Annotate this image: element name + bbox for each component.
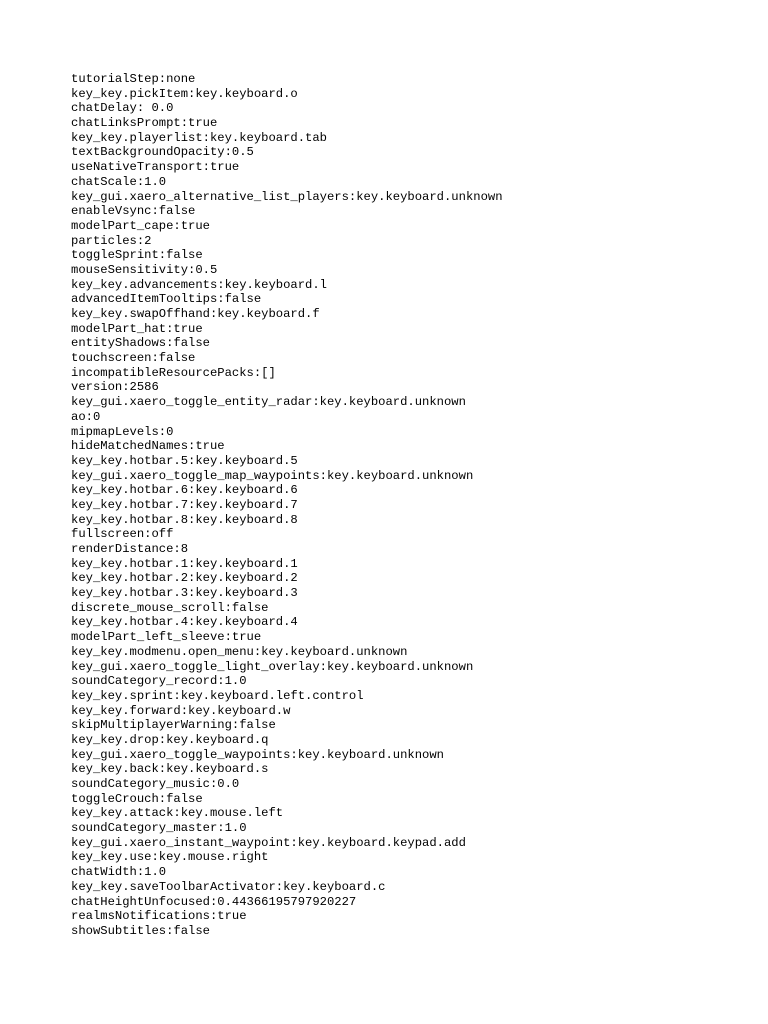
text-line: useNativeTransport:true [71, 160, 240, 175]
text-line: ao:0 [71, 409, 101, 424]
text-line: key_key.modmenu.open_menu:key.keyboard.unknown [71, 644, 408, 659]
options-text-document [71, 72, 751, 939]
text-line: key_key.back:key.keyboard.s [71, 762, 269, 777]
text-line: key_key.hotbar.8:key.keyboard.8 [71, 512, 298, 527]
text-line: chatLinksPrompt:true [71, 116, 218, 131]
text-line: version:2586 [71, 380, 159, 395]
text-line: chatHeightUnfocused:0.44366195797920227 [71, 894, 357, 909]
text-line: entityShadows:false [71, 336, 210, 351]
text-line: mouseSensitivity:0.5 [71, 262, 218, 277]
text-line: key_key.hotbar.7:key.keyboard.7 [71, 497, 298, 512]
text-line: touchscreen:false [71, 351, 196, 366]
text-line: key_key.saveToolbarActivator:key.keyboard.c [71, 879, 386, 894]
text-line: key_key.hotbar.5:key.keyboard.5 [71, 453, 298, 468]
text-line: key_gui.xaero_toggle_waypoints:key.keyboard.unknown [71, 747, 444, 762]
text-line: key_gui.xaero_toggle_light_overlay:key.keyboard.unknown [71, 659, 474, 674]
text-line: key_key.sprint:key.keyboard.left.control [71, 688, 364, 703]
text-line: textBackgroundOpacity:0.5 [71, 145, 254, 160]
text-line: particles:2 [71, 233, 152, 248]
text-line: key_key.pickItem:key.keyboard.o [71, 86, 298, 101]
text-line: chatDelay: 0.0 [71, 101, 174, 116]
text-line: key_gui.xaero_toggle_map_waypoints:key.keyboard.unknown [71, 468, 474, 483]
text-line: realmsNotifications:true [71, 909, 247, 924]
text-line: discrete_mouse_scroll:false [71, 600, 269, 615]
text-line: enableVsync:false [71, 204, 196, 219]
text-line: key_gui.xaero_instant_waypoint:key.keyboard.keypad.add [71, 835, 466, 850]
text-line: key_key.hotbar.1:key.keyboard.1 [71, 556, 298, 571]
text-line: showSubtitles:false [71, 923, 210, 938]
text-line: modelPart_cape:true [71, 218, 210, 233]
text-line: key_key.swapOffhand:key.keyboard.f [71, 307, 320, 321]
text-line: mipmapLevels:0 [71, 424, 174, 439]
text-line: key_key.forward:key.keyboard.w [71, 703, 291, 718]
text-line: key_key.advancements:key.keyboard.l [71, 277, 327, 292]
text-line: soundCategory_record:1.0 [71, 674, 247, 689]
text-line: toggleSprint:false [71, 248, 203, 263]
text-line: key_key.hotbar.6:key.keyboard.6 [71, 483, 298, 498]
text-line: soundCategory_music:0.0 [71, 777, 240, 791]
text-line: modelPart_hat:true [71, 321, 203, 336]
text-line: key_key.drop:key.keyboard.q [71, 732, 269, 747]
text-line: chatWidth:1.0 [71, 865, 167, 880]
text-line: tutorialStep:none [71, 72, 196, 86]
text-line: incompatibleResourcePacks:[] [71, 365, 276, 380]
text-line: toggleCrouch:false [71, 791, 203, 806]
text-line: key_key.playerlist:key.keyboard.tab [71, 130, 327, 145]
text-line: key_key.hotbar.2:key.keyboard.2 [71, 571, 298, 586]
text-line: chatScale:1.0 [71, 174, 167, 189]
text-line: soundCategory_master:1.0 [71, 821, 247, 836]
text-line: key_key.attack:key.mouse.left [71, 806, 284, 821]
text-line: skipMultiplayerWarning:false [71, 718, 276, 733]
text-line: hideMatchedNames:true [71, 439, 225, 454]
text-line: key_key.use:key.mouse.right [71, 850, 269, 865]
text-line: key_gui.xaero_alternative_list_players:key.keyboard.unknown [71, 189, 503, 204]
text-line: key_key.hotbar.3:key.keyboard.3 [71, 586, 298, 601]
text-line: advancedItemTooltips:false [71, 292, 262, 307]
text-line: key_gui.xaero_toggle_entity_radar:key.keyboard.unknown [71, 395, 466, 410]
text-line: renderDistance:8 [71, 542, 189, 556]
text-line: modelPart_left_sleeve:true [71, 630, 262, 645]
text-line: key_key.hotbar.4:key.keyboard.4 [71, 615, 298, 630]
text-line: fullscreen:off [71, 527, 174, 542]
